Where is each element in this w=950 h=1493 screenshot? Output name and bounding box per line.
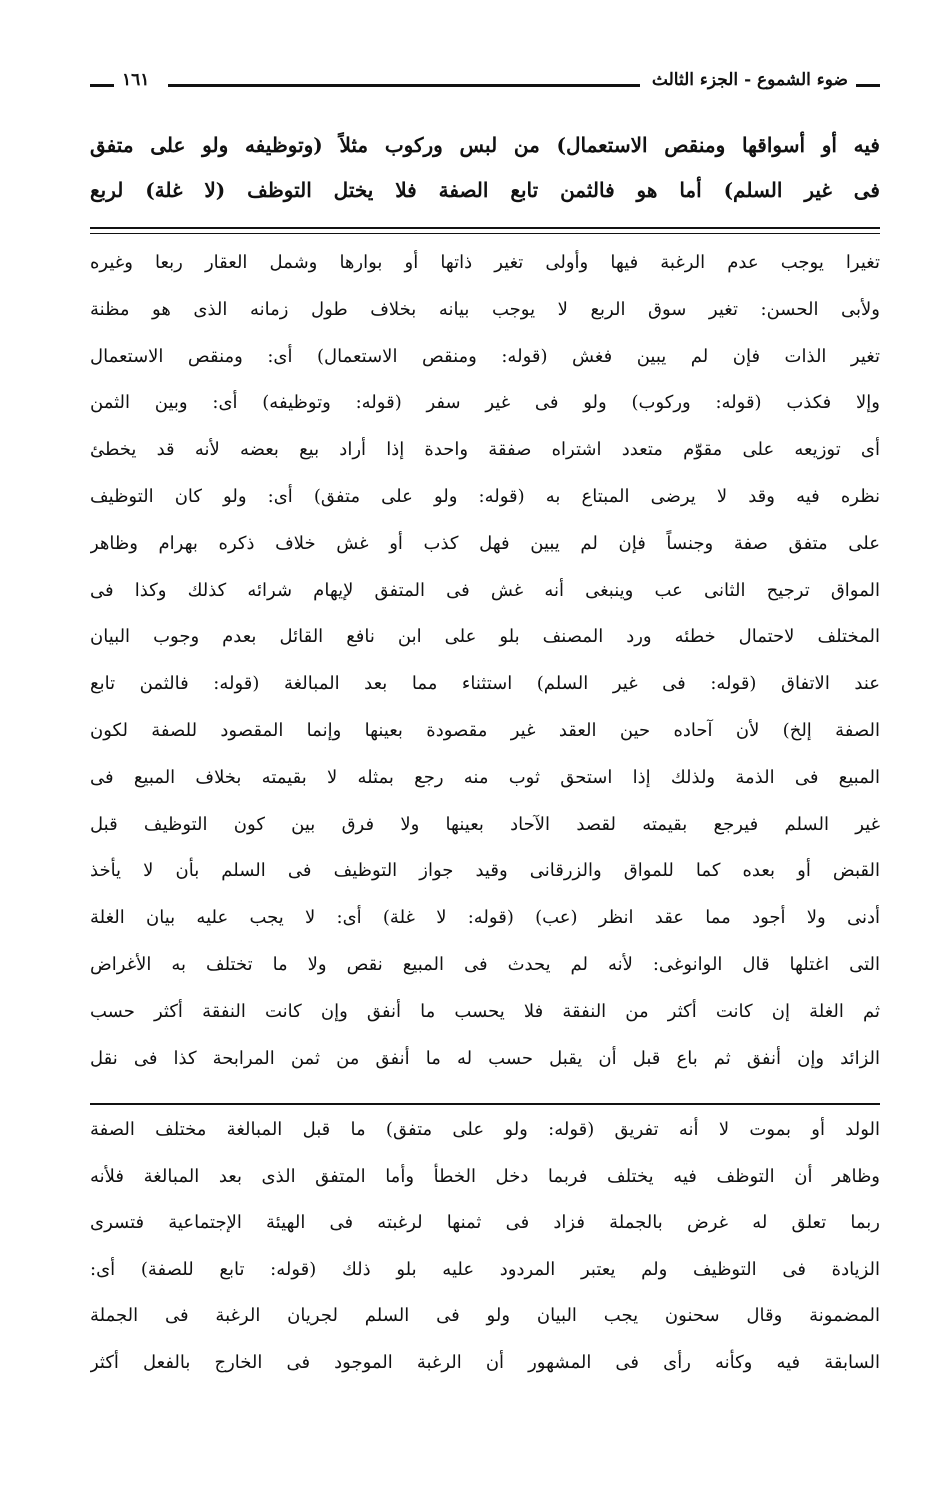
commentary-line: وإلا فكذب (قوله: وركوب) ولو فى غير سفر (قوله: وتوظيفه) أى: وبين الثمن (90, 392, 880, 414)
header-dash-right (856, 84, 880, 87)
commentary-line: المضمونة وقال سحنون يجب البيان ولو فى السلم لجريان الرغبة فى الجملة (90, 1305, 880, 1326)
commentary-line: وظاهر أن التوظف فيه يختلف فربما دخل الخطأ وأما المتفق الذى بعد المبالغة فلأنه (90, 1165, 880, 1187)
matn-line: فى غير السلم) أما هو فالثمن تابع الصفة فلا يختل التوظف (لا غلة) لربع (90, 178, 880, 202)
commentary-line: المبيع فى الذمة ولذلك إذا استحق ثوب منه رجع بمثله لا بقيمته بخلاف المبيع فى (90, 766, 880, 788)
header-dash-left (90, 84, 114, 87)
commentary-line: ثم الغلة إن كانت أكثر من النفقة فلا يحسب ما أنفق وإن كانت النفقة أكثر حسب (90, 1000, 880, 1022)
running-header (90, 66, 880, 102)
commentary-line: تغير الذات فإن لم يبين فغش (قوله: ومنقص الاستعمال) أى: ومنقص الاستعمال (90, 345, 880, 367)
commentary-line: نظره فيه وقد لا يرضى المبتاع به (قوله: ولو على متفق) أى: ولو كان التوظيف (90, 486, 880, 507)
commentary-line: الولد أو بموت لا أنه تفريق (قوله: ولو على متفق) ما قبل المبالغة مختلف الصفة (90, 1119, 880, 1140)
commentary-line: تغيرا يوجب عدم الرغبة فيها وأولى تغير ذاتها أو بوارها وشمل العقار ربعا وغيره (90, 252, 880, 273)
separator-double-rule-thin (90, 233, 880, 234)
header-rule (168, 84, 640, 87)
commentary-line: ربما تعلق له غرض بالجملة فزاد فى ثمنها لرغبته فى الهيئة الإجتماعية فتسرى (90, 1212, 880, 1233)
matn-line: فيه أو أسواقها ومنقص الاستعمال) من لبس وركوب مثلاً (وتوظيفه ولو على متفق (90, 133, 880, 157)
commentary-line: الصفة إلخ) لأن آحاده حين العقد غير مقصودة بعينها وإنما المقصود للصفة لكون (90, 720, 880, 741)
commentary-line: التى اغتلها قال الوانوغى: لأنه لم يحدث فى المبيع نقص ولا ما تختلف به الأغراض (90, 954, 880, 975)
commentary-line: المختلف لاحتمال خطئه ورد المصنف بلو على ابن نافع القائل بعدم وجوب البيان (90, 626, 880, 648)
commentary-line: المواق ترجيح الثانى عب وينبغى أنه غش فى المتفق لإيهام شرائه كذلك وكذا فى (90, 579, 880, 601)
separator-rule (90, 1103, 880, 1105)
commentary-line: ولأبى الحسن: تغير سوق الربع لا يوجب بيانه بخلاف طول زمانه الذى هو مظنة (90, 298, 880, 320)
commentary-line: أدنى ولا أجود مما عقد انظر (عب) (قوله: لا غلة) أى: لا يجب عليه بيان الغلة (90, 907, 880, 929)
commentary-line: على متفق صفة وجنساً فإن لم يبين فهل كذب أو غش خلاف ذكره بهرام وظاهر (90, 532, 880, 554)
book-title: ضوء الشموع - الجزء الثالث (651, 70, 848, 90)
commentary-line: غير السلم فيرجع بقيمته لقصد الآحاد بعينها ولا فرق بين كون التوظيف قبل (90, 813, 880, 835)
commentary-line: السابقة فيه وكأنه رأى فى المشهور أن الرغبة الموجود فى الخارج بالفعل أكثر (90, 1351, 880, 1373)
commentary-line: القبض أو بعده كما للمواق والزرقانى وقيد جواز التوظيف فى السلم بأن لا يأخذ (90, 860, 880, 882)
commentary-line: الزائد وإن أنفق ثم باع قبل أن يقبل حسب له ما أنفق من ثمن المرابحة كذا فى نقل (90, 1047, 880, 1069)
separator-double-rule (90, 227, 880, 229)
commentary-line: أى توزيعه على مقوّم متعدد اشتراه صفقة واحدة إذا أراد بيع بعضه لأنه قد يخطئ (90, 439, 880, 461)
commentary-line: الزيادة فى التوظيف ولم يعتبر المردود عليه بلو ذلك (قوله: تابع للصفة) أى: (90, 1258, 880, 1280)
commentary-line: عند الاتفاق (قوله: فى غير السلم) استثناء مما بعد المبالغة (قوله: فالثمن تابع (90, 673, 880, 695)
page-number: ١٦١ (122, 70, 150, 90)
